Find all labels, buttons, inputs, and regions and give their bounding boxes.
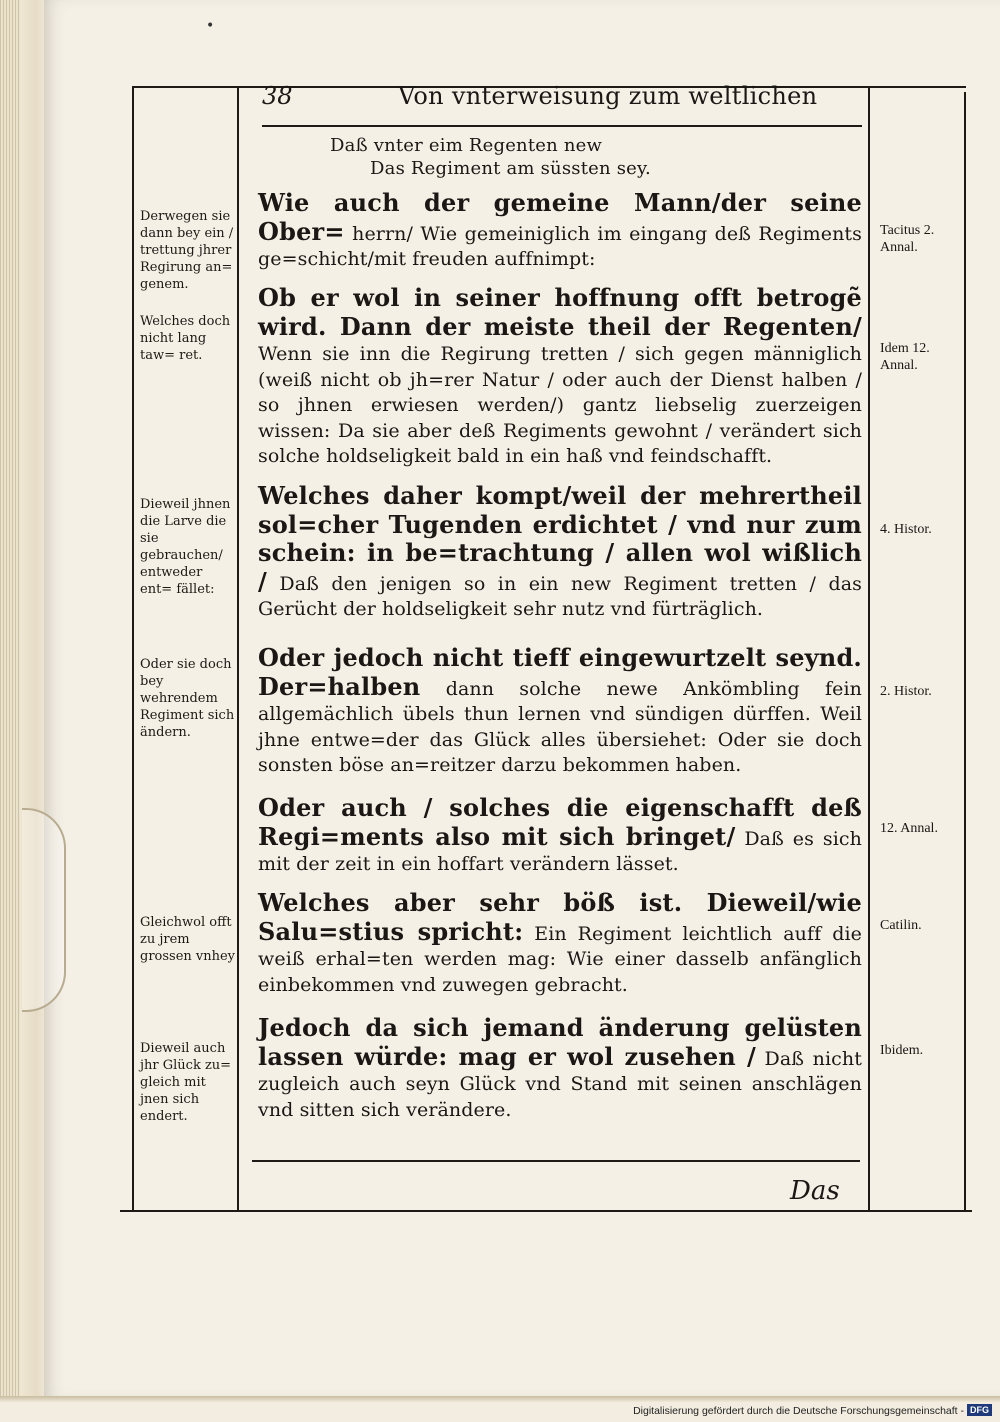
paragraph-6 <box>258 890 862 998</box>
dfg-logo: DFG <box>967 1404 992 1416</box>
source-reference: 12. Annal. <box>880 821 938 836</box>
paragraph-4 <box>258 645 862 779</box>
margin-gloss: Dieweil auch jhr Glück zu= gleich mit jnen sich endert. <box>140 1041 232 1124</box>
margin-gloss: Dieweil jhnen die Larve die sie gebrauchen/ entweder ent= fället: <box>140 497 231 597</box>
frame-left-rule <box>132 86 134 1212</box>
paragraph-lead: Jedoch da sich jemand änderung gelüsten lassen würde: mag er wol zusehen / <box>258 1013 862 1071</box>
margin-gloss: Gleichwol offt zu jrem grossen vnhey <box>140 915 236 964</box>
gloss-column-rule <box>237 86 239 1212</box>
paragraph-lead: Welches daher kompt/weil der mehrertheil sol=cher Tugenden erdichtet / vnd nur zum schein: in be=trachtung / allen wol wißlich / <box>258 481 862 596</box>
digitization-credit <box>633 1404 992 1417</box>
source-reference: Catilin. <box>880 918 922 933</box>
source-reference: 2. Histor. <box>880 684 932 699</box>
paragraph-lead: Ob er wol in seiner hoffnung offt betrogẽ wird. Dann der meiste theil der Regenten/ <box>258 283 862 341</box>
reference-column-rule <box>868 86 870 1212</box>
subheading-line-2: Das Regiment am süssten sey. <box>370 158 651 179</box>
paragraph-text: Daß den jenigen so in ein new Regiment tretten / das Gerücht der holdseligkeit sehr nutz vnd fürträglich. <box>258 572 862 620</box>
running-head: Von vnterweisung zum weltlichen <box>398 82 818 110</box>
paragraph-2 <box>258 285 862 470</box>
book-clip-tab <box>22 808 66 1012</box>
paragraph-text: Daß nicht zugleich auch seyn Glück vnd Stand mit seinen anschlägen vnd sitten sich verändere. <box>258 1047 862 1121</box>
paragraph-lead: Oder auch / solches die eigenschafft deß Regi=ments also mit sich bringet/ <box>258 793 862 851</box>
source-reference: 4. Histor. <box>880 522 932 537</box>
page-number: 38 <box>262 82 293 110</box>
paragraph-text: Daß es sich mit der zeit in ein hoffart verändern lässet. <box>258 827 863 875</box>
paragraph-1 <box>258 190 862 273</box>
paragraph-lead: Oder jedoch nicht tieff eingewurtzelt seynd. Der=halben <box>258 643 862 701</box>
paragraph-text: dann solche newe Ankömbling fein allgemächlich übels thun lernen vnd sündigen dürffen. Weil jhne entwe=der das Glück alles übersiehet: Oder sie doch sonsten böse an=reitzer darzu bekommen haben. <box>258 677 862 776</box>
source-reference: Tacitus 2. Annal. <box>880 223 935 255</box>
paragraph-3 <box>258 483 862 623</box>
paragraph-lead: Welches aber sehr böß ist. Dieweil/wie Salu=stius spricht: <box>258 888 862 946</box>
paragraph-text: herrn/ Wie gemeiniglich im eingang deß Regiments ge=schicht/mit freuden auffnimpt: <box>258 222 862 270</box>
frame-bottom-rule <box>120 1210 972 1212</box>
source-reference: Ibidem. <box>880 1043 924 1058</box>
catchword: Das <box>790 1176 840 1206</box>
page-stack-edges <box>0 0 20 1400</box>
subheading-line-1: Daß vnter eim Regenten new <box>330 135 603 156</box>
paragraph-7 <box>258 1015 862 1123</box>
credit-text: Digitalisierung gefördert durch die Deutsche Forschungsgemeinschaft - <box>633 1405 964 1417</box>
margin-gloss: Oder sie doch bey wehrendem Regiment sich ändern. <box>140 657 235 740</box>
margin-gloss: Welches doch nicht lang taw= ret. <box>140 314 231 363</box>
ink-speck: • <box>206 18 215 34</box>
footer-rule <box>252 1160 860 1162</box>
paragraph-text: Ein Regiment leichtlich auff die weiß erhal=ten werden mag: Wie einer dasselb anfänglich einbekommen vnd zuwegen gebracht. <box>258 922 862 996</box>
paragraph-text: Wenn sie inn die Regirung tretten / sich gegen männiglich (weiß nicht ob jh=rer Natur / oder auch der Dienst halben / so jhnen erwiesen werden/) gantz liebselig zuerzeigen wissen: Da sie aber deß Regiments gewohnt / verändert sich solche holdseligkeit bald in ein haß vnd feindschafft. <box>258 343 862 467</box>
paragraph-5 <box>258 795 862 878</box>
page-bottom-edge <box>0 1396 1000 1402</box>
source-reference: Idem 12. Annal. <box>880 341 930 373</box>
paragraph-lead: Wie auch der gemeine Mann/der seine Ober= <box>258 188 862 246</box>
header-rule <box>262 125 862 127</box>
margin-gloss: Derwegen sie dann bey ein / trettung jhrer Regirung an= genem. <box>140 209 234 292</box>
